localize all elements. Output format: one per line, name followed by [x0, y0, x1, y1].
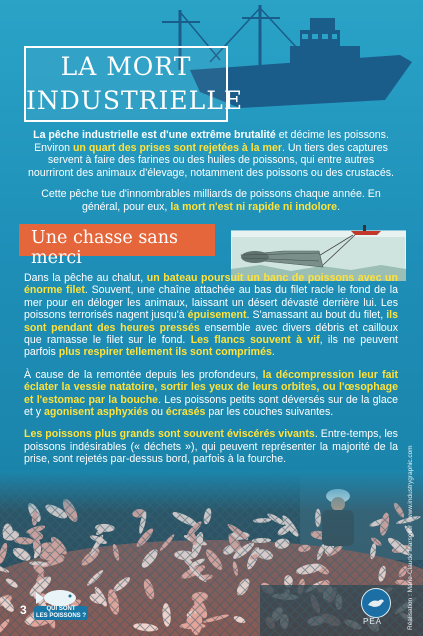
intro-text-segment: Cette pêche tue d'innombrables milliards de poissons chaque année. En général, pour eux, — [41, 188, 381, 213]
intro-emphasis: La pêche industrielle est d'une extrême brutalité — [33, 129, 276, 141]
title-box — [24, 46, 244, 122]
body-highlight: un bateau poursuit un banc de poissons avec un énorme filet — [24, 272, 398, 297]
page-title-line-1: LA MORT — [60, 52, 192, 81]
body-highlight: la décompression leur fait éclater la vessie natatoire, sortir les yeux de leurs orbites, ou l'œsophage et l'estomac par la bouche — [24, 368, 398, 406]
body-paragraph-2 — [24, 369, 398, 419]
intro-text-segment: et décime les poissons. Environ — [34, 129, 389, 154]
intro-highlight: un quart des prises sont rejetées à la mer — [72, 141, 282, 154]
animal-silhouette-icon — [362, 589, 390, 617]
pea-logo-text: PEA — [363, 617, 383, 626]
body-highlight: Les poissons plus grands sont souvent éviscérés vivants — [24, 428, 315, 441]
credit-text: Réalisation : Marie-Claude Marsolier · www.industrygraphic.com — [407, 445, 414, 630]
body-highlight: agonisent asphyxiés — [44, 406, 149, 419]
pea-logo-icon — [361, 588, 391, 618]
series-badge-line-2: LES POISSONS ? — [35, 613, 86, 619]
intro-text-segment: . Un tiers des captures servent à faire des farines ou des huiles de poissons, qui entre autres nourriront des animaux d'élevage, notamment des poissons ou des crustacés. — [28, 141, 394, 179]
section-banner — [19, 224, 215, 268]
body-text-segment: par les couches suivantes. — [205, 406, 334, 419]
body-text-segment: . Les poissons petits sont déversés sur de la glace et y — [24, 393, 398, 419]
intro-text-segment: . — [337, 200, 341, 213]
body-text-segment: À cause de la remontée depuis les profondeurs, — [24, 368, 263, 381]
intro-highlight: la mort n'est ni rapide ni indolore — [170, 200, 338, 213]
body-text-segment: ensemble avec divers débris et cailloux que ramasse le filet sur le fond. — [24, 321, 398, 347]
body-highlight: plus respirer tellement ils sont comprimés — [58, 346, 272, 359]
body-text-segment: . Entre-temps, les poissons indésirables (« déchets »), qui peuvent représenter la majorité de la prise, sont rejetés par-dessus bord, parfois à la fourche. — [24, 428, 398, 466]
series-badge[interactable] — [34, 606, 88, 620]
series-badge-line-1: QUI SONT — [46, 606, 76, 612]
section-heading: Une chasse sans merci — [31, 228, 178, 268]
intro-paragraph-2 — [28, 188, 394, 213]
intro-text — [28, 129, 394, 223]
intro-paragraph-1 — [28, 129, 394, 179]
body-text-segment: Dans la pêche au chalut, — [24, 272, 147, 284]
page-number: 3 — [20, 603, 27, 617]
body-text-segment: , ils ne peuvent parfois — [24, 334, 398, 359]
body-highlight: épuisement — [187, 309, 247, 322]
body-text — [24, 272, 398, 476]
body-paragraph-3 — [24, 428, 398, 465]
body-highlight: ils sont pendant des heures pressés — [24, 309, 398, 334]
body-paragraph-1 — [24, 272, 398, 359]
body-text-segment: ou — [148, 406, 166, 419]
body-highlight: Les flancs souvent à vif — [190, 334, 320, 347]
body-text-segment: . Souvent, une chaîne attachée au bas du filet racle le fond de la mer pour en déloger les animaux, laissant un désert dévasté derrière lui. Les poissons terrorisés nagent jusqu'à — [24, 284, 398, 322]
body-text-segment: . S'amassant au bout du filet, — [246, 309, 387, 322]
body-highlight: écrasés — [165, 406, 206, 419]
body-text-segment: . — [271, 346, 275, 359]
page-title-line-2: INDUSTRIELLE — [26, 86, 244, 115]
